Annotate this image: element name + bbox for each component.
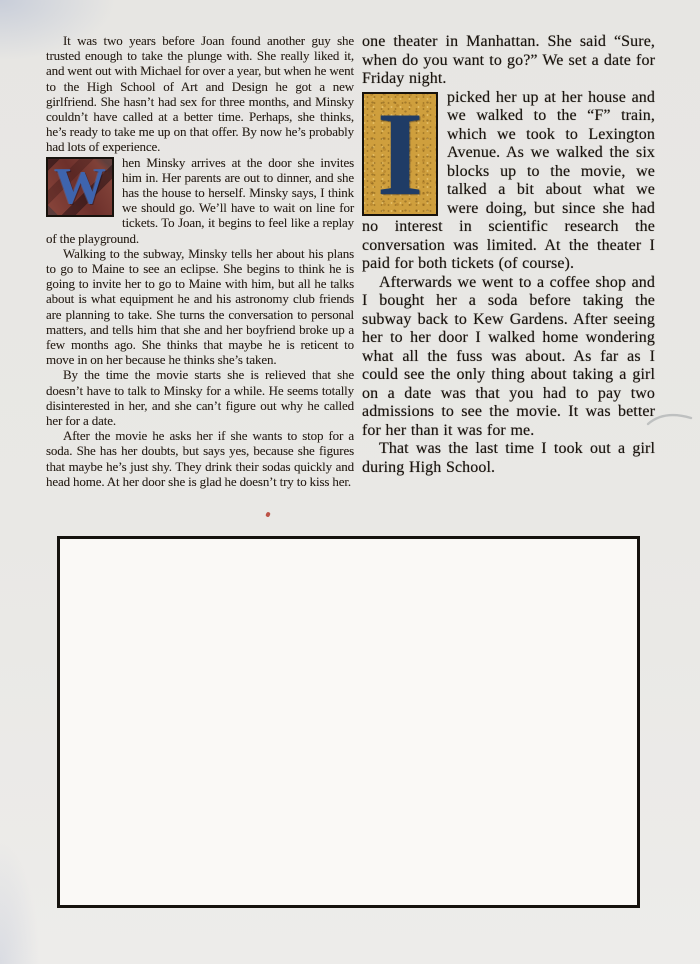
paragraph-text: That was the last time I took out a girl during High School.	[362, 440, 655, 476]
red-speck-mark	[265, 511, 271, 517]
left-column	[46, 33, 354, 489]
paragraph	[46, 246, 354, 368]
paragraph	[46, 367, 354, 428]
right-column	[362, 33, 655, 477]
paragraph	[46, 428, 354, 489]
empty-frame-box	[57, 536, 640, 908]
dropcap-letter: I	[376, 86, 424, 220]
dropcap-w	[46, 157, 114, 217]
paragraph-text: Walking to the subway, Minsky tells her about his plans to go to Maine to see an eclipse. She begins to think he is going to invite her to go to Maine with him, but all he talks about is what equipment he and his astronomy club friends are planning to take. She turns the conversation to personal matters, and tells him that she and her boyfriend broke up a few months ago. She thinks that maybe he is reticent to move in on her because he thinks she’s taken.	[46, 245, 354, 368]
paragraph-text: It was two years before Joan found another guy she trusted enough to take the plunge with. She really liked it, and went out with Michael for over a year, but when he went to the High School of Art and Design he got a new girlfriend. She hasn’t had sex for three months, and Minsky couldn’t have called at a better time. Perhaps, she thinks, he’s ready to take me up on that offer. By now he’s probably had lots of experience.	[46, 33, 354, 155]
paragraph-text: By the time the movie starts she is relieved that she doesn’t have to talk to Minsky for a while. He seems totally disinterested in her, and she can’t figure out why he called her for a date.	[46, 367, 354, 429]
paragraph-text: Afterwards we went to a coffee shop and I bought her a soda before taking the subway back to Kew Gardens. After seeing her to her door I walked home wondering what all the fuss was about. As far as I could see the only thing about taking a girl on a date was that you had to pay two admissions to see the movie. It was better for her than it was for me.	[362, 273, 655, 439]
paragraph-with-dropcap	[362, 86, 655, 274]
dropcap-i	[362, 86, 438, 220]
dropcap-letter: W	[54, 157, 106, 215]
paragraph	[46, 33, 354, 155]
paragraph-text: hen Minsky arrives at the door she invites him in. Her parents are out to dinner, and she has the house to herself. Minsky says, I think we should go. We’ll have to wait on line for tickets. To Joan, it begins to feel like a replay of the playground.	[46, 154, 354, 246]
paragraph-text: After the movie he asks her if she wants to stop for a soda. She has her doubts, but says yes, because she figures that maybe he’s just shy. They drink their sodas quickly and head home. At her door she is glad he doesn’t try to kiss her.	[46, 428, 354, 489]
smudge-mark	[646, 407, 694, 433]
paragraph	[362, 440, 655, 477]
paragraph	[362, 274, 655, 441]
paragraph-with-dropcap	[46, 155, 354, 246]
paragraph-text: one theater in Manhattan. She said “Sure, when do you want to go?” We set a date for Friday night.	[362, 33, 655, 87]
paragraph	[362, 33, 655, 89]
paragraph-text: picked her up at her house and we walked to the “F” train, which we took to Lexington Avenue. As we walked the six blocks up to the movie, we talked a bit about what we were doing, but since she had no interest in scientific research the conversation was limited. At the theater I paid for both tickets (of course).	[362, 88, 655, 272]
